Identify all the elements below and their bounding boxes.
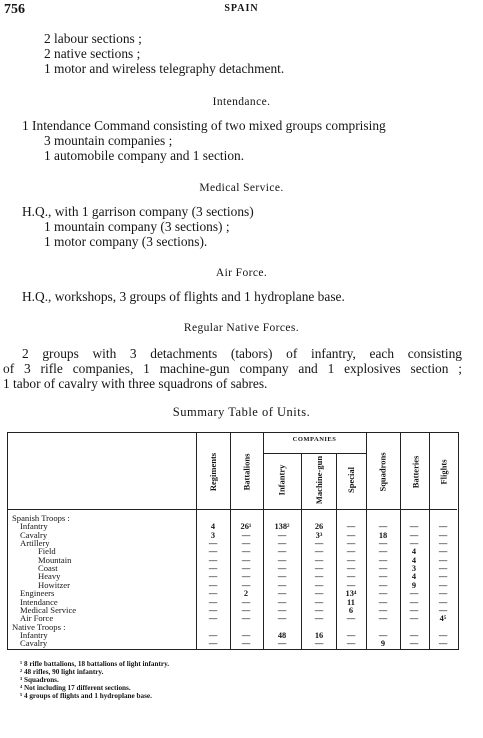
table-cell: —: [378, 564, 388, 574]
table-cell: —: [314, 639, 324, 649]
table-cell: —: [438, 639, 448, 649]
table-cell: 11: [347, 597, 355, 607]
table-cell: —: [277, 572, 287, 582]
table-cell: —: [241, 614, 251, 624]
table-cell: —: [438, 589, 448, 599]
list-item: 1 motor and wireless telegraphy detachment.: [44, 61, 285, 76]
table-cell: —: [438, 564, 448, 574]
table-cell: 3: [210, 530, 216, 540]
table-cell: —: [409, 539, 419, 549]
table-row-label: Artillery: [20, 538, 50, 549]
table-cell: —: [277, 530, 287, 540]
table-cell: —: [409, 522, 419, 532]
table-cell: —: [438, 555, 448, 565]
table-cell: —: [378, 580, 388, 590]
table-cell: —: [208, 630, 218, 640]
table-row-label: Medical Service: [20, 604, 77, 615]
table-cell: —: [409, 597, 419, 607]
table-cell: —: [378, 589, 388, 599]
table-cell: —: [314, 589, 324, 599]
table-cell: —: [241, 572, 251, 582]
table-cell: —: [314, 547, 324, 557]
table-cell: —: [378, 597, 388, 607]
table-title: Summary Table of Units.: [172, 405, 311, 419]
table-cell: —: [241, 597, 251, 607]
table-cell: —: [241, 639, 251, 649]
paragraph-line: of 3 rifle companies, 1 machine-gun company and 1 explosives section ;: [3, 361, 462, 376]
table-cell: —: [346, 630, 356, 640]
table-cell: —: [208, 589, 218, 599]
table-cell: —: [314, 539, 324, 549]
table-cell: —: [378, 630, 388, 640]
table-cell: 2: [243, 589, 249, 599]
table-cell: —: [277, 597, 287, 607]
table-row-label: Infantry: [20, 629, 48, 640]
table-cell: —: [378, 547, 388, 557]
table-cell: —: [208, 614, 218, 624]
table-cell: —: [438, 530, 448, 540]
table-cell: —: [346, 547, 356, 557]
table-cell: —: [438, 597, 448, 607]
paragraph-line: 1 motor company (3 sections).: [44, 234, 208, 249]
table-cell: —: [378, 539, 388, 549]
table-cell: 4: [210, 522, 216, 532]
table-cell: 4⁵: [439, 614, 447, 624]
table-cell: —: [378, 572, 388, 582]
table-cell: —: [241, 564, 251, 574]
table-row-label: Native Troops :: [12, 621, 66, 632]
footnote: ³ Squadrons.: [20, 676, 59, 684]
table-cell: —: [277, 605, 287, 615]
table-cell: 26¹: [240, 522, 252, 532]
table-row-label: Air Force: [20, 613, 54, 624]
table-cell: 4: [411, 572, 417, 582]
footnote: ⁴ Not including 17 different sections.: [20, 684, 131, 692]
table-cell: 3: [411, 564, 417, 574]
table-row-label: Howitzer: [38, 579, 70, 590]
table-cell: —: [346, 580, 356, 590]
table-cell: —: [409, 614, 419, 624]
table-row-label: Spanish Troops :: [12, 513, 70, 523]
table-cell: —: [409, 605, 419, 615]
table-cell: —: [208, 555, 218, 565]
table-cell: —: [346, 564, 356, 574]
table-cell: —: [409, 630, 419, 640]
page-number: 756: [4, 2, 25, 17]
table-cell: —: [438, 572, 448, 582]
footnote: ¹ 8 rifle battalions, 18 battalions of light infantry.: [20, 660, 170, 668]
table-cell: —: [346, 555, 356, 565]
table-cell: 18: [378, 530, 388, 540]
table-cell: —: [241, 539, 251, 549]
table-cell: —: [409, 530, 419, 540]
table-cell: —: [241, 580, 251, 590]
column-header-infantry: Infantry: [276, 464, 287, 496]
table-cell: —: [241, 630, 251, 640]
table-cell: —: [409, 589, 419, 599]
footnote: ⁵ 4 groups of flights and 1 hydroplane base.: [20, 692, 152, 700]
summary-table: [7, 432, 459, 650]
table-cell: —: [378, 555, 388, 565]
paragraph-line: 3 mountain companies ;: [44, 133, 173, 148]
companies-group-label: COMPANIES: [292, 436, 337, 443]
table-row-label: Engineers: [20, 588, 55, 599]
section-heading-medical: Medical Service.: [199, 182, 284, 194]
table-row-label: Cavalry: [20, 529, 48, 540]
table-cell: 48: [277, 630, 287, 640]
table-cell: —: [277, 555, 287, 565]
table-cell: —: [241, 547, 251, 557]
paragraph-line: 2 groups with 3 detachments (tabors) of infantry, each consisting: [22, 346, 462, 361]
table-cell: —: [314, 580, 324, 590]
table-cell: —: [346, 639, 356, 649]
paragraph-line: H.Q., with 1 garrison company (3 sections): [22, 204, 254, 219]
table-cell: —: [277, 639, 287, 649]
table-row-label: Infantry: [20, 521, 48, 532]
table-cell: —: [208, 580, 218, 590]
paragraph-line: 1 automobile company and 1 section.: [44, 148, 245, 163]
table-cell: 3³: [315, 530, 323, 540]
table-cell: —: [241, 530, 251, 540]
table-cell: —: [438, 605, 448, 615]
table-cell: 9: [380, 639, 386, 649]
table-cell: —: [378, 522, 388, 532]
table-row-label: Coast: [38, 563, 58, 574]
table-cell: —: [277, 589, 287, 599]
column-header-battalions: Battalions: [241, 453, 251, 491]
table-cell: —: [208, 597, 218, 607]
table-cell: —: [438, 580, 448, 590]
table-cell: —: [277, 564, 287, 574]
table-row-label: Heavy: [38, 571, 61, 582]
table-cell: —: [277, 547, 287, 557]
table-cell: 4: [411, 547, 417, 557]
table-cell: —: [438, 547, 448, 557]
table-cell: —: [277, 614, 287, 624]
table-cell: —: [314, 564, 324, 574]
table-cell: —: [208, 639, 218, 649]
paragraph-line: 1 tabor of cavalry with three squadrons of sabres.: [3, 376, 268, 391]
table-cell: —: [409, 639, 419, 649]
running-head: SPAIN: [224, 3, 259, 14]
list-item: 2 labour sections ;: [44, 31, 142, 46]
table-cell: —: [241, 555, 251, 565]
section-heading-air: Air Force.: [215, 267, 268, 279]
table-cell: —: [314, 605, 324, 615]
table-cell: 9: [411, 580, 417, 590]
table-cell: 4: [411, 555, 417, 565]
column-header-special: Special: [345, 467, 356, 493]
table-cell: —: [314, 597, 324, 607]
table-cell: 138²: [274, 522, 290, 532]
table-cell: —: [346, 572, 356, 582]
table-cell: —: [438, 630, 448, 640]
table-cell: 26: [314, 522, 324, 532]
table-cell: 16: [314, 630, 324, 640]
table-cell: —: [314, 555, 324, 565]
paragraph-line: 1 Intendance Command consisting of two mixed groups comprising: [22, 118, 386, 133]
column-header-flights: Flights: [439, 459, 449, 485]
table-row-label: Cavalry: [20, 638, 48, 649]
footnote: ² 48 rifles, 90 light infantry.: [20, 668, 104, 676]
table-row-label: Field: [38, 546, 56, 557]
paragraph-line: 1 mountain company (3 sections) ;: [44, 219, 230, 234]
table-cell: 6: [348, 605, 354, 615]
paragraph-line: H.Q., workshops, 3 groups of flights and 1 hydroplane base.: [22, 289, 345, 304]
table-cell: —: [277, 580, 287, 590]
table-cell: —: [314, 572, 324, 582]
table-cell: —: [208, 539, 218, 549]
table-cell: —: [346, 530, 356, 540]
table-cell: —: [208, 564, 218, 574]
list-item: 2 native sections ;: [44, 46, 141, 61]
column-header-regiments: Regiments: [208, 452, 218, 492]
table-cell: —: [277, 539, 287, 549]
table-cell: —: [208, 572, 218, 582]
table-cell: —: [208, 547, 218, 557]
table-cell: —: [346, 614, 356, 624]
table-cell: —: [438, 539, 448, 549]
table-row-label: Mountain: [38, 554, 72, 565]
column-header-batteries: Batteries: [410, 455, 421, 489]
table-cell: —: [314, 614, 324, 624]
table-cell: —: [346, 539, 356, 549]
column-header-machine-gun: Machine-gun: [314, 455, 325, 505]
table-cell: —: [346, 522, 356, 532]
column-header-squadrons: Squadrons: [378, 452, 389, 492]
section-heading-native: Regular Native Forces.: [183, 322, 300, 334]
table-cell: —: [378, 605, 388, 615]
table-cell: —: [378, 614, 388, 624]
table-cell: —: [438, 522, 448, 532]
table-row-label: Intendance: [20, 596, 58, 607]
section-heading-intendance: Intendance.: [212, 96, 271, 108]
table-cell: —: [208, 605, 218, 615]
table-cell: 13⁴: [345, 589, 357, 599]
table-cell: —: [241, 605, 251, 615]
